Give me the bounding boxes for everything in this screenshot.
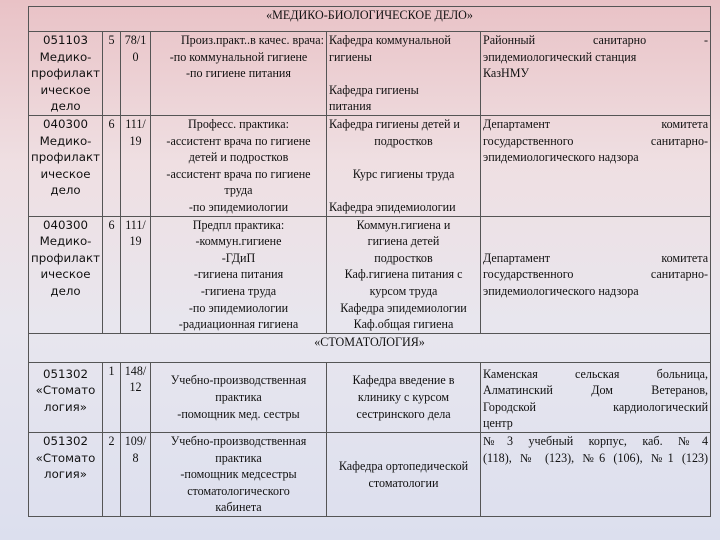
specialty-name-line: профилакт xyxy=(31,250,100,265)
base-cell xyxy=(481,216,711,333)
department-line: Кафедра эпидемиологии xyxy=(340,300,467,315)
table-row xyxy=(29,433,711,517)
specialty-name-line: дело xyxy=(50,183,81,198)
base-line: Департамент комитета xyxy=(483,250,709,265)
department-line: сестринского дела xyxy=(356,406,451,421)
hours-value: 111/ xyxy=(125,116,146,131)
hours-value: 0 xyxy=(132,49,139,64)
hours-cell xyxy=(121,32,151,116)
course-cell: 6 xyxy=(103,115,121,216)
department-line xyxy=(329,149,478,166)
title-row xyxy=(29,7,711,32)
hours-value: 8 xyxy=(132,450,139,465)
specialty-name-line: ическое xyxy=(40,82,91,97)
hours-cell xyxy=(121,216,151,333)
base-line: №3 учебный корпус, каб. №4 xyxy=(483,434,709,449)
specialty-code: 051302 xyxy=(42,366,89,381)
department-line: Кафедра эпидемиологии xyxy=(329,199,456,214)
hours-cell xyxy=(121,362,151,432)
base-line: КазНМУ xyxy=(483,66,530,81)
practice-cell xyxy=(151,433,327,517)
section-row xyxy=(29,333,711,362)
department-line: Каф.общая гигиена xyxy=(353,317,454,332)
course-cell: 5 xyxy=(103,32,121,116)
base-line: эпидемиологического надзора xyxy=(483,283,639,298)
base-line: Департамент комитета xyxy=(483,116,709,131)
specialty-name-line: Медико- xyxy=(39,234,92,249)
department-line: Кафедра гигиены xyxy=(329,82,419,97)
specialty-code: 051302 xyxy=(42,434,89,449)
course-cell: 1 xyxy=(103,362,121,432)
practice-line: Учебно-производственная xyxy=(170,434,307,449)
practice-line: -по эпидемиологии xyxy=(188,199,289,214)
table-title: «МЕДИКО-БИОЛОГИЧЕСКОЕ ДЕЛО» xyxy=(29,7,711,32)
practice-line: -помощник медсестры xyxy=(180,467,297,482)
base-line: эпидемиологический станция xyxy=(483,49,637,64)
section-title: «СТОМАТОЛОГИЯ» xyxy=(29,333,711,362)
table-row xyxy=(29,115,711,216)
department-line: подростков xyxy=(374,250,433,265)
specialty-name-line: «Стомато xyxy=(35,383,96,398)
practice-line: детей и подростков xyxy=(188,150,289,165)
department-cell xyxy=(327,362,481,432)
practice-cell xyxy=(151,32,327,116)
practice-line: Професс. практика: xyxy=(188,116,289,131)
department-cell xyxy=(327,32,481,116)
department-cell xyxy=(327,216,481,333)
practice-line: -помощник мед. сестры xyxy=(177,406,300,421)
specialty-code-cell xyxy=(29,32,103,116)
department-line: Кафедра ортопедической xyxy=(338,458,469,473)
department-line xyxy=(329,65,478,82)
practice-line: -ГДиП xyxy=(221,250,256,265)
practice-cell xyxy=(151,216,327,333)
base-line: государственного санитарно- xyxy=(483,133,709,148)
base-line: государственного санитарно- xyxy=(483,267,709,282)
course-cell: 6 xyxy=(103,216,121,333)
department-line: Коммун.гигиена и xyxy=(356,217,451,232)
practice-line: практика xyxy=(215,450,262,465)
practice-line: -гигиена питания xyxy=(193,267,284,282)
specialty-practice-table xyxy=(28,6,711,517)
hours-value: 111/ xyxy=(125,217,146,232)
department-cell xyxy=(327,433,481,517)
specialty-name-line: «Стомато xyxy=(35,450,96,465)
specialty-name-line: профилакт xyxy=(31,66,100,81)
practice-cell xyxy=(151,362,327,432)
specialty-name-line: ическое xyxy=(40,267,91,282)
base-line xyxy=(483,233,708,250)
hours-value: 19 xyxy=(129,234,142,249)
table-row xyxy=(29,32,711,116)
base-line xyxy=(483,217,708,234)
specialty-code: 040300 xyxy=(42,217,89,232)
base-line: Городской кардиологический xyxy=(483,399,709,414)
specialty-code-cell xyxy=(29,216,103,333)
specialty-code-cell xyxy=(29,362,103,432)
practice-line: -по коммунальной гигиене xyxy=(169,49,308,64)
practice-line: -по гигиене питания xyxy=(186,66,291,81)
department-line: курсом труда xyxy=(369,283,438,298)
hours-cell xyxy=(121,433,151,517)
base-line: Районный санитарно - xyxy=(483,33,709,47)
department-line: Кафедра введение в xyxy=(352,373,455,388)
base-line: центр xyxy=(483,416,513,431)
practice-line: труда xyxy=(224,183,253,198)
base-line: эпидемиологического надзора xyxy=(483,150,639,165)
practice-line: Предпл практика: xyxy=(192,217,285,232)
department-line: гигиены xyxy=(329,49,372,64)
hours-cell xyxy=(121,115,151,216)
specialty-name-line: Медико- xyxy=(39,133,92,148)
practice-line: Учебно-производственная xyxy=(170,373,307,388)
specialty-name-line: дело xyxy=(50,283,81,298)
hours-value: 12 xyxy=(129,380,142,395)
hours-value: 109/ xyxy=(124,434,147,449)
hours-value: 78/1 xyxy=(124,33,147,47)
specialty-name-line: логия» xyxy=(44,467,87,482)
specialty-code: 040300 xyxy=(42,116,89,131)
department-line: питания xyxy=(329,99,372,114)
practice-line: стоматологического xyxy=(187,483,290,498)
practice-line: -гигиена труда xyxy=(200,283,277,298)
practice-line: -ассистент врача по гигиене xyxy=(166,166,311,181)
practice-line: -коммун.гигиене xyxy=(195,234,282,249)
table-row xyxy=(29,362,711,432)
specialty-code-cell xyxy=(29,433,103,517)
department-line xyxy=(329,182,478,199)
practice-line: Произ.практ..в качес. врача: xyxy=(180,33,324,47)
department-line: клинику с курсом xyxy=(357,390,450,405)
department-line: Курс гигиены труда xyxy=(352,166,455,181)
base-line: Алматинский Дом Ветеранов, xyxy=(483,383,709,398)
base-cell xyxy=(481,362,711,432)
course-cell: 2 xyxy=(103,433,121,517)
table-row xyxy=(29,216,711,333)
base-line: Каменская сельская больница, xyxy=(483,366,709,381)
department-line: подростков xyxy=(374,133,433,148)
base-cell xyxy=(481,115,711,216)
specialty-code-cell xyxy=(29,115,103,216)
specialty-name-line: Медико- xyxy=(39,49,92,64)
department-line: Кафедра коммунальной xyxy=(329,33,451,47)
specialty-name-line: ическое xyxy=(40,166,91,181)
specialty-code: 051103 xyxy=(42,33,89,47)
practice-cell xyxy=(151,115,327,216)
base-cell xyxy=(481,32,711,116)
department-cell xyxy=(327,115,481,216)
practice-line: кабинета xyxy=(215,500,262,515)
department-line: стоматологии xyxy=(368,475,439,490)
practice-line: -радиационная гигиена xyxy=(178,317,299,332)
department-line: Каф.гигиена питания с xyxy=(344,267,463,282)
department-line: гигиена детей xyxy=(367,234,440,249)
specialty-name-line: дело xyxy=(50,99,81,114)
base-line: (118), № (123), №6 (106), №1 (123) xyxy=(483,450,709,465)
hours-value: 19 xyxy=(129,133,142,148)
base-cell xyxy=(481,433,711,517)
department-line: Кафедра гигиены детей и xyxy=(329,116,460,131)
practice-line: -ассистент врача по гигиене xyxy=(166,133,311,148)
specialty-name-line: логия» xyxy=(44,399,87,414)
specialty-name-line: профилакт xyxy=(31,150,100,165)
practice-line: -по эпидемиологии xyxy=(188,300,289,315)
hours-value: 148/ xyxy=(124,363,147,378)
practice-line: практика xyxy=(215,390,262,405)
